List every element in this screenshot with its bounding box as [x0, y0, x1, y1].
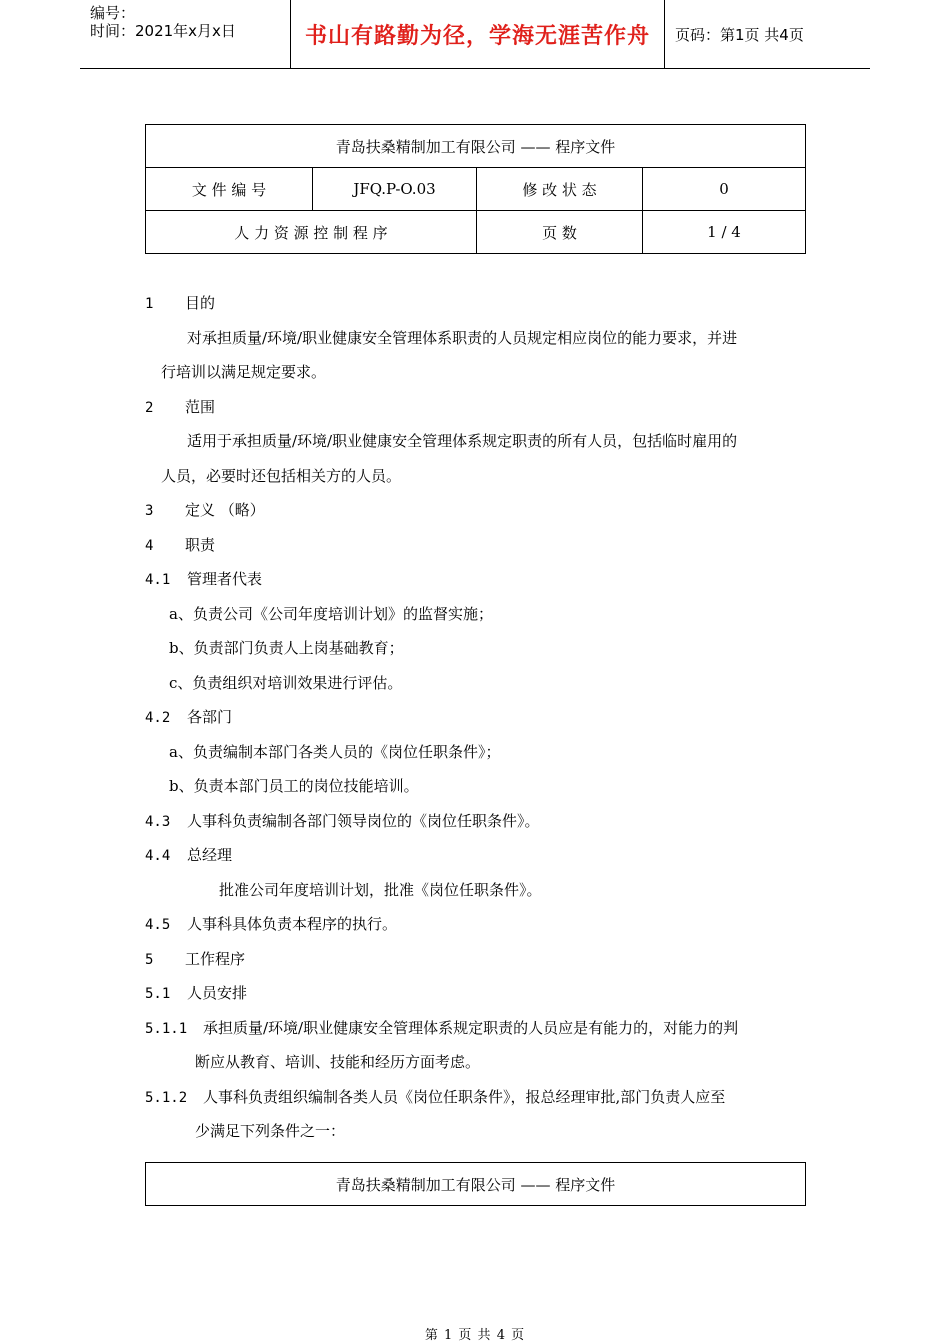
- section-title: 总经理: [187, 846, 233, 864]
- section-title: 人事科具体负责本程序的执行。: [187, 915, 398, 933]
- page-header: [80, 0, 870, 69]
- header-meta: [80, 0, 291, 68]
- table-row: [146, 125, 806, 168]
- page-footer: 第 1 页 共 4 页: [424, 1328, 526, 1343]
- section-4-2-heading: [145, 700, 807, 735]
- section-5-1-1: [145, 1011, 807, 1046]
- section-title: 各部门: [187, 708, 233, 726]
- section-title: 人员安排: [187, 984, 248, 1002]
- document-time: 时间：2021年x月x日: [90, 22, 236, 40]
- doc-number-label-cell: 文 件 编 号: [146, 168, 313, 211]
- header-motto: 书山有路勤为径，学海无涯苦作舟: [291, 0, 665, 68]
- section-title: 职责: [185, 535, 216, 554]
- paragraph-line: 人员，必要时还包括相关方的人员。: [161, 466, 402, 485]
- section-4-1-heading: [145, 562, 807, 597]
- document-body: [145, 286, 807, 1149]
- paragraph-line: 少满足下列条件之一：: [195, 1122, 346, 1140]
- revision-value-cell: 0: [643, 168, 806, 211]
- paragraph-line: 断应从教育、培训、技能和经历方面考虑。: [195, 1053, 481, 1071]
- section-title: 管理者代表: [187, 570, 263, 588]
- continuation-title-box: 青岛扶桑精制加工有限公司 —— 程序文件: [145, 1162, 806, 1206]
- table-row: [146, 211, 806, 254]
- section-title: 工作程序: [185, 949, 246, 968]
- section-title: 目的: [185, 294, 216, 312]
- section-1-heading: [145, 286, 807, 321]
- section-3-heading: [145, 493, 807, 528]
- doc-number-value-cell: JFQ.P-O.03: [313, 168, 477, 211]
- header-page-info: 页码：第1页 共4页: [675, 25, 804, 44]
- pages-value-cell: 1 / 4: [643, 211, 806, 254]
- section-number: 4.2: [145, 710, 171, 726]
- doc-title-cell: 人 力 资 源 控 制 程 序: [146, 211, 477, 254]
- company-title-cell: 青岛扶桑精制加工有限公司 —— 程序文件: [146, 125, 806, 168]
- section-title: 范围: [185, 397, 216, 416]
- section-4-3-heading: [145, 804, 807, 839]
- section-4-4-heading: [145, 838, 807, 873]
- paragraph-line: 行培训以满足规定要求。: [161, 363, 327, 381]
- list-item: a、负责公司《公司年度培训计划》的监督实施；: [169, 604, 493, 623]
- paragraph-line: 对承担质量/环境/职业健康安全管理体系职责的人员规定相应岗位的能力要求，并进: [187, 328, 738, 347]
- section-4-5-heading: [145, 907, 807, 942]
- section-number: 4.1: [145, 572, 171, 588]
- section-number: 5: [145, 951, 154, 968]
- document-info-table: [145, 124, 806, 254]
- revision-label-cell: 修 改 状 态: [477, 168, 643, 211]
- section-number: 2: [145, 399, 154, 416]
- list-item: c、负责组织对培训效果进行评估。: [169, 673, 403, 692]
- list-item: a、负责编制本部门各类人员的《岗位任职条件》；: [169, 742, 501, 761]
- section-number: 5.1.1: [145, 1020, 188, 1037]
- document-number-label: 编号：: [90, 4, 136, 22]
- section-2-heading: [145, 390, 807, 425]
- section-5-1-heading: [145, 976, 807, 1011]
- table-row: [146, 168, 806, 211]
- section-number: 1: [145, 296, 154, 312]
- section-number: 4.3: [145, 813, 171, 830]
- section-number: 5.1.2: [145, 1089, 188, 1106]
- section-title: 人事科负责编制各部门领导岗位的《岗位任职条件》。: [187, 811, 540, 830]
- paragraph-line: 承担质量/环境/职业健康安全管理体系规定职责的人员应是有能力的，对能力的判: [203, 1018, 739, 1037]
- section-title: 定义 （略）: [185, 501, 265, 519]
- list-item: b、负责本部门员工的岗位技能培训。: [169, 777, 419, 795]
- pages-label-cell: 页 数: [477, 211, 643, 254]
- paragraph-line: 批准公司年度培训计划，批准《岗位任职条件》。: [219, 880, 542, 899]
- section-number: 4: [145, 537, 154, 554]
- section-number: 4.5: [145, 917, 171, 933]
- section-number: 4.4: [145, 848, 171, 864]
- paragraph-line: 人事科负责组织编制各类人员《岗位任职条件》，报总经理审批,部门负责人应至: [203, 1087, 726, 1106]
- section-number: 5.1: [145, 986, 171, 1002]
- section-number: 3: [145, 503, 154, 519]
- section-4-heading: [145, 528, 807, 563]
- section-5-heading: [145, 942, 807, 977]
- section-5-1-2: [145, 1080, 807, 1115]
- paragraph-line: 适用于承担质量/环境/职业健康安全管理体系规定职责的所有人员，包括临时雇用的: [187, 432, 738, 450]
- list-item: b、负责部门负责人上岗基础教育；: [169, 639, 404, 657]
